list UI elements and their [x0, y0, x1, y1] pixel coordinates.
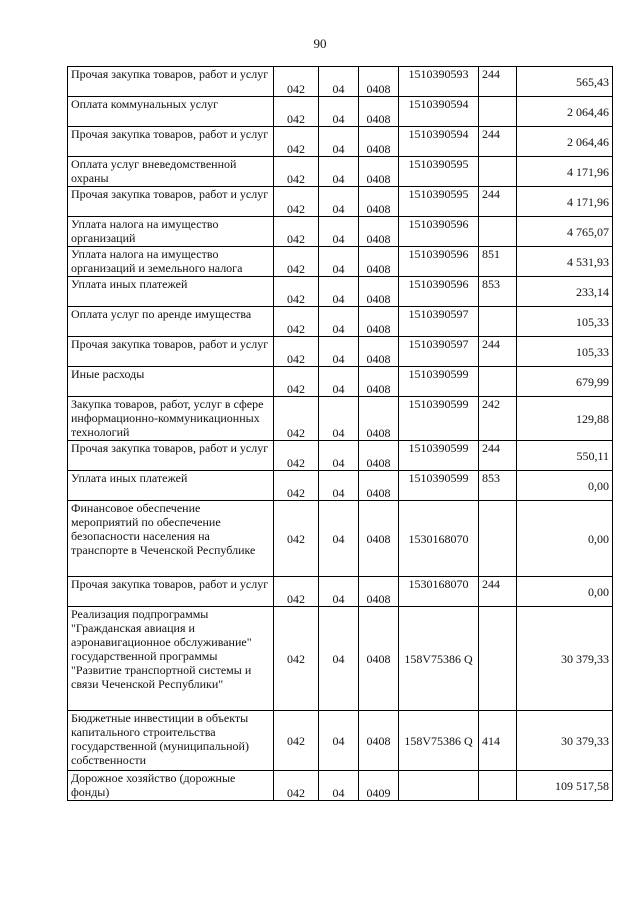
- expense-type-cell: 244: [479, 337, 517, 367]
- amount-cell: 30 379,33: [517, 711, 613, 771]
- expense-name-cell: Оплата коммунальных услуг: [68, 97, 274, 127]
- amount-cell: 129,88: [517, 397, 613, 441]
- section-code-cell: 04: [319, 307, 359, 337]
- expense-type-cell: 244: [479, 441, 517, 471]
- ministry-code-cell: 042: [274, 577, 319, 607]
- expense-type-cell: 244: [479, 577, 517, 607]
- ministry-code-cell: 042: [274, 307, 319, 337]
- ministry-code-cell: 042: [274, 217, 319, 247]
- expense-name-cell: Уплата иных платежей: [68, 277, 274, 307]
- table-row: [68, 577, 613, 607]
- ministry-code-cell: 042: [274, 97, 319, 127]
- subsection-code-cell: 0408: [359, 577, 399, 607]
- expense-type-cell: 244: [479, 67, 517, 97]
- table-row: [68, 471, 613, 501]
- expense-name-cell: Прочая закупка товаров, работ и услуг: [68, 187, 274, 217]
- subsection-code-cell: 0408: [359, 97, 399, 127]
- target-article-cell: 1510390595: [399, 157, 479, 187]
- subsection-code-cell: 0408: [359, 277, 399, 307]
- table-row: [68, 307, 613, 337]
- expense-type-cell: [479, 607, 517, 711]
- ministry-code-cell: 042: [274, 397, 319, 441]
- subsection-code-cell: 0408: [359, 397, 399, 441]
- amount-cell: 2 064,46: [517, 97, 613, 127]
- section-code-cell: 04: [319, 397, 359, 441]
- ministry-code-cell: 042: [274, 157, 319, 187]
- target-article-cell: 1510390596: [399, 217, 479, 247]
- expense-type-cell: 244: [479, 127, 517, 157]
- section-code-cell: 04: [319, 711, 359, 771]
- amount-cell: 565,43: [517, 67, 613, 97]
- target-article-cell: 1510390594: [399, 127, 479, 157]
- subsection-code-cell: 0409: [359, 771, 399, 801]
- expense-type-cell: 242: [479, 397, 517, 441]
- section-code-cell: 04: [319, 337, 359, 367]
- subsection-code-cell: 0408: [359, 441, 399, 471]
- ministry-code-cell: 042: [274, 127, 319, 157]
- expense-type-cell: [479, 157, 517, 187]
- ministry-code-cell: 042: [274, 441, 319, 471]
- table-row: [68, 337, 613, 367]
- subsection-code-cell: 0408: [359, 367, 399, 397]
- expense-type-cell: 244: [479, 187, 517, 217]
- amount-cell: 4 531,93: [517, 247, 613, 277]
- section-code-cell: 04: [319, 187, 359, 217]
- table-row: [68, 127, 613, 157]
- table-row: [68, 277, 613, 307]
- table-row: [68, 157, 613, 187]
- target-article-cell: 1510390596: [399, 247, 479, 277]
- table-row: [68, 607, 613, 711]
- table-row: [68, 501, 613, 577]
- page-number: 90: [313, 36, 327, 51]
- ministry-code-cell: 042: [274, 187, 319, 217]
- expense-type-cell: [479, 307, 517, 337]
- subsection-code-cell: 0408: [359, 187, 399, 217]
- amount-cell: 0,00: [517, 577, 613, 607]
- section-code-cell: 04: [319, 367, 359, 397]
- table-row: [68, 247, 613, 277]
- table-row: [68, 771, 613, 801]
- ministry-code-cell: 042: [274, 277, 319, 307]
- section-code-cell: 04: [319, 501, 359, 577]
- subsection-code-cell: 0408: [359, 217, 399, 247]
- expense-name-cell: Финансовое обеспечение мероприятий по обеспечение безопасности населения на транспорте в Чеченской Республике: [68, 501, 274, 577]
- expense-type-cell: [479, 771, 517, 801]
- expense-name-cell: Оплата услуг вневедомственной охраны: [68, 157, 274, 187]
- target-article-cell: [399, 771, 479, 801]
- target-article-cell: 1510390594: [399, 97, 479, 127]
- ministry-code-cell: 042: [274, 367, 319, 397]
- amount-cell: 4 171,96: [517, 157, 613, 187]
- ministry-code-cell: 042: [274, 771, 319, 801]
- section-code-cell: 04: [319, 441, 359, 471]
- expense-name-cell: Иные расходы: [68, 367, 274, 397]
- expense-type-cell: 853: [479, 277, 517, 307]
- section-code-cell: 04: [319, 157, 359, 187]
- subsection-code-cell: 0408: [359, 337, 399, 367]
- expense-type-cell: [479, 217, 517, 247]
- amount-cell: 0,00: [517, 501, 613, 577]
- subsection-code-cell: 0408: [359, 471, 399, 501]
- amount-cell: 4 765,07: [517, 217, 613, 247]
- section-code-cell: 04: [319, 217, 359, 247]
- table-row: [68, 187, 613, 217]
- amount-cell: 233,14: [517, 277, 613, 307]
- subsection-code-cell: 0408: [359, 711, 399, 771]
- expense-type-cell: [479, 501, 517, 577]
- ministry-code-cell: 042: [274, 501, 319, 577]
- amount-cell: 2 064,46: [517, 127, 613, 157]
- subsection-code-cell: 0408: [359, 127, 399, 157]
- expense-type-cell: 414: [479, 711, 517, 771]
- ministry-code-cell: 042: [274, 607, 319, 711]
- target-article-cell: 1530168070: [399, 501, 479, 577]
- target-article-cell: 1510390599: [399, 397, 479, 441]
- target-article-cell: 1510390596: [399, 277, 479, 307]
- expense-name-cell: Прочая закупка товаров, работ и услуг: [68, 577, 274, 607]
- target-article-cell: 158V75386 Q: [399, 711, 479, 771]
- expense-name-cell: Оплата услуг по аренде имущества: [68, 307, 274, 337]
- amount-cell: 4 171,96: [517, 187, 613, 217]
- target-article-cell: 1510390593: [399, 67, 479, 97]
- table-row: [68, 441, 613, 471]
- subsection-code-cell: 0408: [359, 307, 399, 337]
- table-row: [68, 397, 613, 441]
- expense-name-cell: Дорожное хозяйство (дорожные фонды): [68, 771, 274, 801]
- ministry-code-cell: 042: [274, 247, 319, 277]
- amount-cell: 30 379,33: [517, 607, 613, 711]
- ministry-code-cell: 042: [274, 471, 319, 501]
- table-row: [68, 217, 613, 247]
- target-article-cell: 158V75386 Q: [399, 607, 479, 711]
- expense-name-cell: Прочая закупка товаров, работ и услуг: [68, 67, 274, 97]
- amount-cell: 679,99: [517, 367, 613, 397]
- subsection-code-cell: 0408: [359, 501, 399, 577]
- table-row: [68, 711, 613, 771]
- target-article-cell: 1510390599: [399, 441, 479, 471]
- amount-cell: 105,33: [517, 307, 613, 337]
- target-article-cell: 1510390595: [399, 187, 479, 217]
- target-article-cell: 1510390599: [399, 367, 479, 397]
- target-article-cell: 1510390597: [399, 307, 479, 337]
- section-code-cell: 04: [319, 771, 359, 801]
- ministry-code-cell: 042: [274, 711, 319, 771]
- table-row: [68, 67, 613, 97]
- amount-cell: 550,11: [517, 441, 613, 471]
- subsection-code-cell: 0408: [359, 607, 399, 711]
- section-code-cell: 04: [319, 97, 359, 127]
- expense-name-cell: Прочая закупка товаров, работ и услуг: [68, 337, 274, 367]
- subsection-code-cell: 0408: [359, 157, 399, 187]
- expense-type-cell: [479, 97, 517, 127]
- expense-name-cell: Уплата налога на имущество организаций: [68, 217, 274, 247]
- target-article-cell: 1510390599: [399, 471, 479, 501]
- section-code-cell: 04: [319, 127, 359, 157]
- target-article-cell: 1530168070: [399, 577, 479, 607]
- section-code-cell: 04: [319, 277, 359, 307]
- target-article-cell: 1510390597: [399, 337, 479, 367]
- expense-name-cell: Прочая закупка товаров, работ и услуг: [68, 441, 274, 471]
- section-code-cell: 04: [319, 67, 359, 97]
- table-row: [68, 97, 613, 127]
- expense-name-cell: Уплата иных платежей: [68, 471, 274, 501]
- amount-cell: 0,00: [517, 471, 613, 501]
- subsection-code-cell: 0408: [359, 67, 399, 97]
- expense-name-cell: Уплата налога на имущество организаций и земельного налога: [68, 247, 274, 277]
- section-code-cell: 04: [319, 247, 359, 277]
- section-code-cell: 04: [319, 577, 359, 607]
- amount-cell: 109 517,58: [517, 771, 613, 801]
- expense-name-cell: Закупка товаров, работ, услуг в сфере информационно-коммуникационных технологий: [68, 397, 274, 441]
- expense-type-cell: [479, 367, 517, 397]
- expense-type-cell: 851: [479, 247, 517, 277]
- budget-table: [67, 66, 613, 801]
- section-code-cell: 04: [319, 471, 359, 501]
- subsection-code-cell: 0408: [359, 247, 399, 277]
- ministry-code-cell: 042: [274, 67, 319, 97]
- table-row: [68, 367, 613, 397]
- expense-name-cell: Бюджетные инвестиции в объекты капитального строительства государственной (муниципальной) собственности: [68, 711, 274, 771]
- expense-name-cell: Прочая закупка товаров, работ и услуг: [68, 127, 274, 157]
- amount-cell: 105,33: [517, 337, 613, 367]
- expense-type-cell: 853: [479, 471, 517, 501]
- ministry-code-cell: 042: [274, 337, 319, 367]
- expense-name-cell: Реализация подпрограммы "Гражданская авиация и аэронавигационное обслуживание" государственной программы "Развитие транспортной системы и связи Чеченской Республики": [68, 607, 274, 711]
- section-code-cell: 04: [319, 607, 359, 711]
